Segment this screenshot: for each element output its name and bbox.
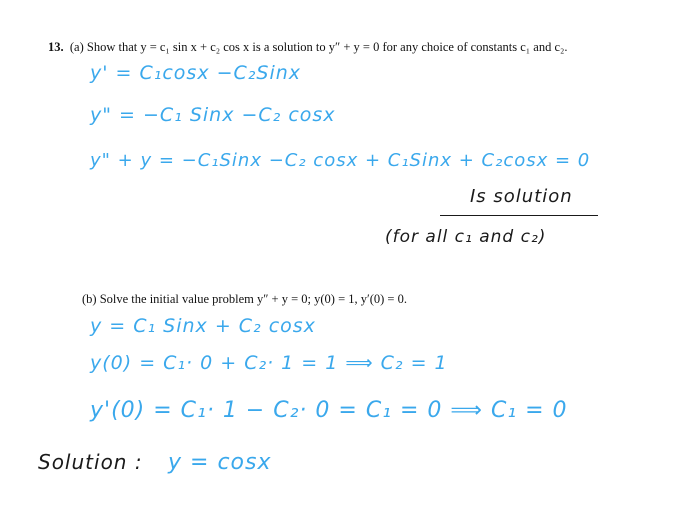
work-b-line-1: y = C₁ Sinx + C₂ cosx — [90, 315, 316, 337]
work-b-line-3: y'(0) = C₁· 1 − C₂· 0 = C₁ = 0 ⟹ C₁ = 0 — [90, 398, 568, 423]
conclusion-underline — [440, 215, 598, 216]
problem-a-statement — [48, 40, 568, 55]
work-a-line-3: y" + y = −C₁Sinx −C₂ cosx + C₁Sinx + C₂cosx = 0 — [90, 150, 591, 171]
solution-value: y = cosx — [168, 450, 272, 475]
work-a-line-2: y" = −C₁ Sinx −C₂ cosx — [90, 104, 336, 126]
part-a-text: Show that y = c₁ sin x + c₂ cos x is a solution to y″ + y = 0 for any choice of constants c₁ and c₂. — [86, 40, 568, 54]
part-a-label: (a) — [69, 40, 84, 54]
work-b-line-2: y(0) = C₁· 0 + C₂· 1 = 1 ⟹ C₂ = 1 — [90, 352, 448, 374]
conclusion-note: (for all c₁ and c₂) — [385, 227, 547, 247]
part-b-text: Solve the initial value problem y″ + y = 0; y(0) = 1, y′(0) = 0. — [99, 292, 407, 306]
problem-number: 13. — [48, 40, 64, 54]
conclusion-text: Is solution — [470, 186, 573, 207]
work-a-line-1: y' = C₁cosx −C₂Sinx — [90, 62, 302, 84]
problem-b-statement — [82, 292, 407, 307]
part-b-label: (b) — [82, 292, 97, 306]
solution-label: Solution : — [38, 450, 143, 474]
